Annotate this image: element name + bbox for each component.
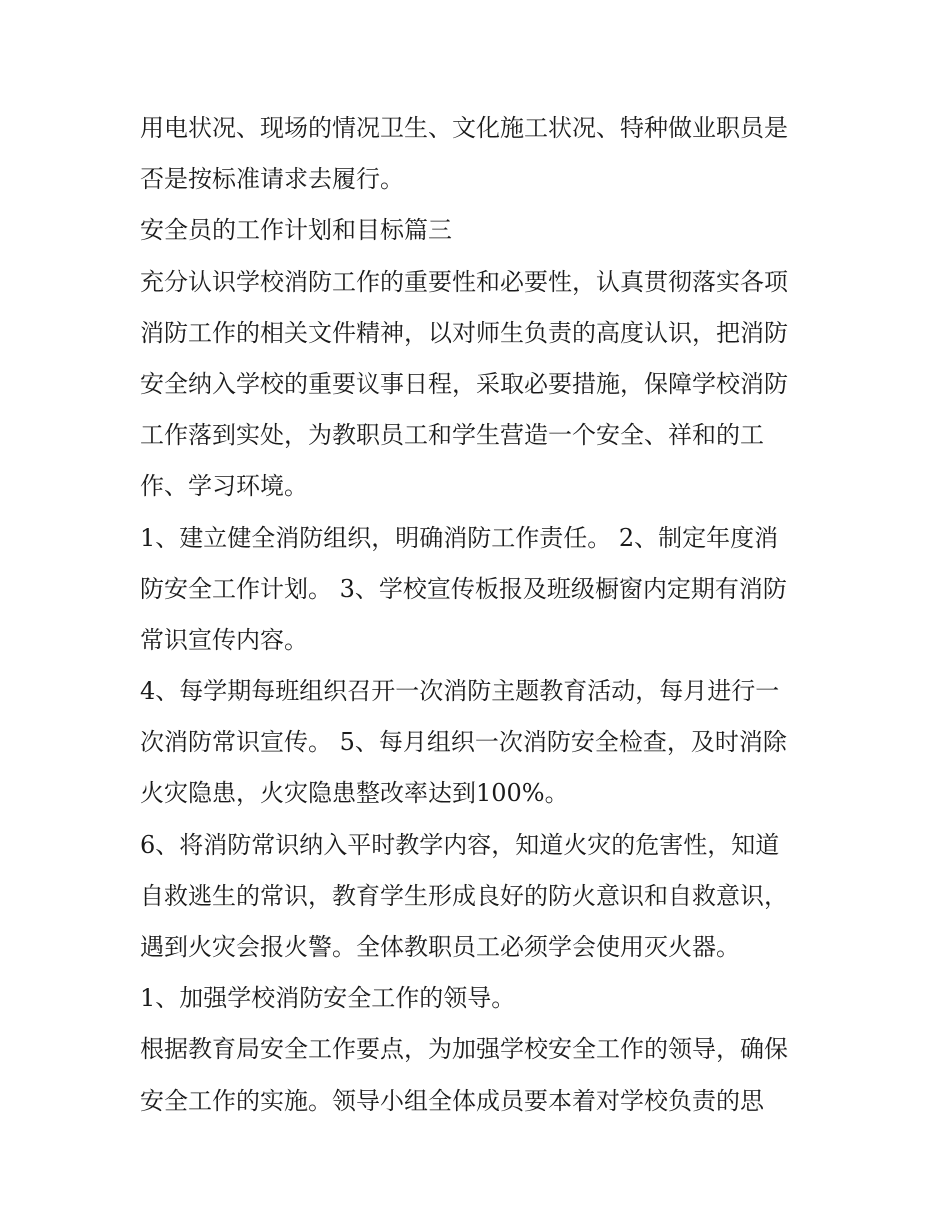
- text-line: 6、将消防常识纳入平时教学内容，知道火灾的危害性，知道: [140, 830, 780, 859]
- text-line: 工作落到实处，为教职员工和学生营造一个安全、祥和的工: [140, 421, 764, 450]
- paragraph-6: [140, 820, 830, 974]
- paragraph-5: [140, 666, 830, 820]
- text-line: 常识宣传内容。: [140, 625, 308, 654]
- text-line: 4、每学期每班组织召开一次消防主题教育活动，每月进行一: [140, 677, 780, 706]
- text-line: 充分认识学校消防工作的重要性和必要性，认真贯彻落实各项: [140, 267, 788, 296]
- text-line: 用电状况、现场的情况卫生、文化施工状况、特种做业职员是: [140, 114, 788, 142]
- text-line: 根据教育局安全工作要点，为加强学校安全工作的领导，确保: [140, 1035, 788, 1064]
- section-heading: [140, 205, 830, 256]
- text-line: 自救逃生的常识，教育学生形成良好的防火意识和自救意识，: [140, 881, 788, 910]
- paragraph-1: [140, 103, 830, 205]
- text-line: 安全工作的实施。领导小组全体成员要本着对学校负责的思: [140, 1086, 764, 1115]
- text-line: 否是按标准请求去履行。: [140, 165, 404, 194]
- text-line: 作、学习环境。: [140, 472, 308, 501]
- text-line: 安全纳入学校的重要议事日程，采取必要措施，保障学校消防: [140, 369, 788, 398]
- paragraph-7: [140, 973, 830, 1024]
- text-line: 1、建立健全消防组织，明确消防工作责任。 2、制定年度消: [140, 523, 779, 552]
- heading-line: 安全员的工作计划和目标篇三: [140, 216, 452, 245]
- paragraph-3: [140, 257, 830, 513]
- text-line: 次消防常识宣传。 5、每月组织一次消防安全检查，及时消除: [140, 728, 787, 757]
- text-line: 火灾隐患，火灾隐患整改率达到100%。: [140, 779, 569, 808]
- paragraph-4: [140, 513, 830, 667]
- text-line: 1、加强学校消防安全工作的领导。: [140, 984, 516, 1013]
- text-line: 遇到火灾会报火警。全体教职员工必须学会使用灭火器。: [140, 933, 740, 961]
- text-line: 消防工作的相关文件精神，以对师生负责的高度认识，把消防: [140, 318, 788, 347]
- paragraph-8: [140, 1024, 830, 1126]
- text-line: 防安全工作计划。 3、学校宣传板报及班级橱窗内定期有消防: [140, 574, 787, 603]
- document-body: [140, 103, 830, 1127]
